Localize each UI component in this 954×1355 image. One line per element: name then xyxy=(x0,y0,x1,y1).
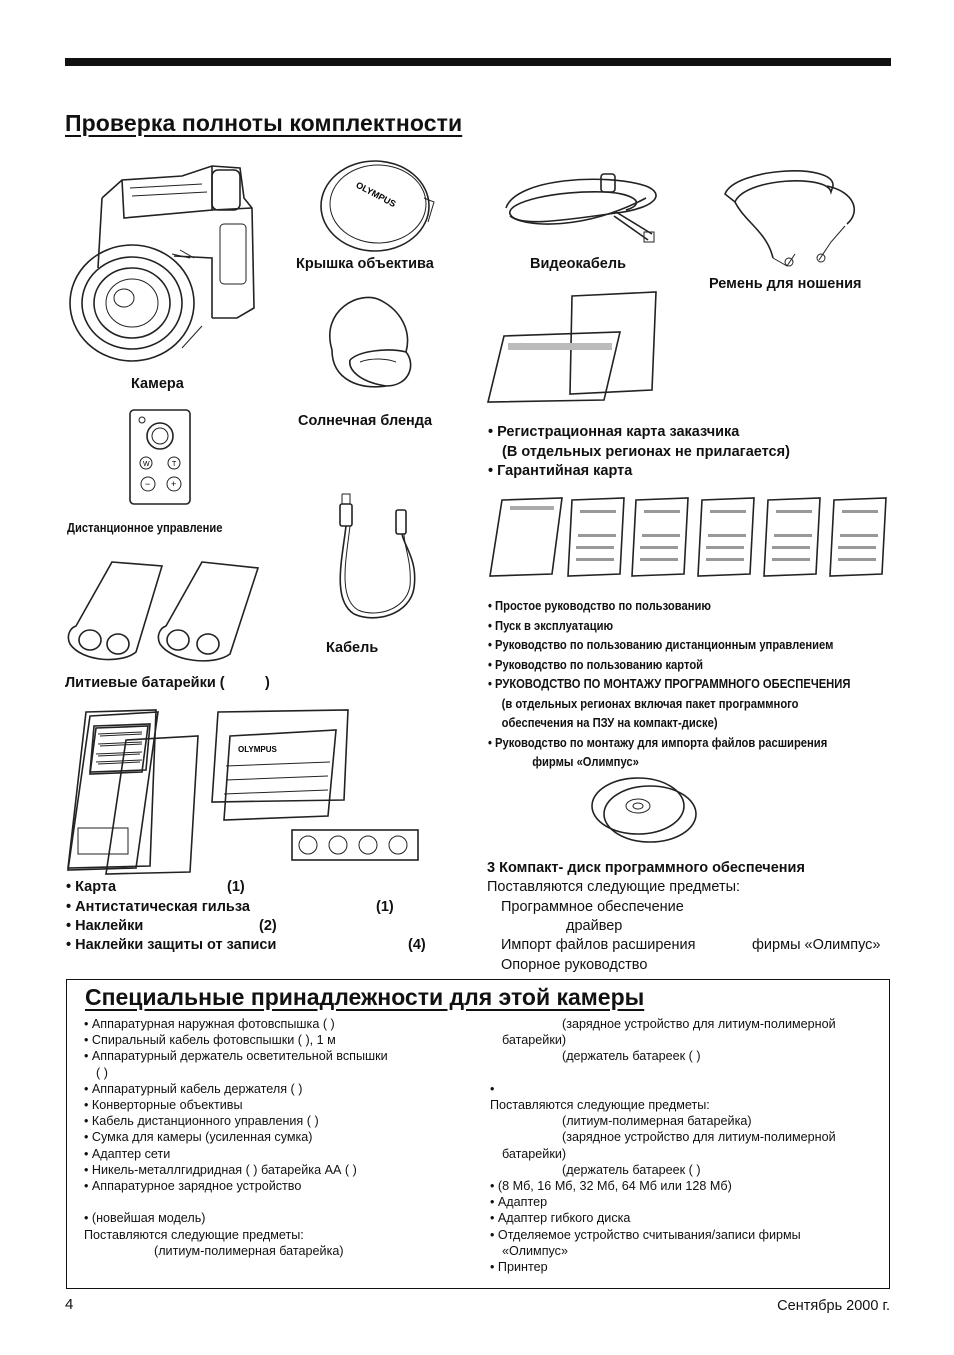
accessories-title: Специальные принадлежности для этой камеры xyxy=(85,984,645,1010)
accessory-spacer xyxy=(84,1194,388,1210)
svg-text:+: + xyxy=(171,479,177,489)
accessory-item: Поставляются следующие предметы: xyxy=(490,1098,710,1112)
accessory-item: • xyxy=(490,1081,495,1096)
camera-caption: Камера xyxy=(131,376,184,392)
accessory-item: • Аппаратурный держатель осветительной вспышки xyxy=(84,1049,388,1064)
cap-brand: OLYMPUS xyxy=(354,179,398,210)
registration-item-3: • Гарантийная карта xyxy=(488,463,633,479)
accessory-spacer xyxy=(490,1065,836,1081)
camera-illustration xyxy=(62,158,272,363)
manual-item: (в отдельных регионах включая пакет программного xyxy=(501,695,799,711)
manual-item: • Руководство по монтажу для импорта файлов расширения xyxy=(488,734,828,750)
cd-import: Импорт файлов расширения xyxy=(501,937,696,953)
accessory-item: • Конверторные объективы xyxy=(84,1098,243,1113)
card-item-qty: (1) xyxy=(376,899,394,915)
card-brand: OLYMPUS xyxy=(238,745,277,754)
accessory-item: (литиум-полимерная батарейка) xyxy=(154,1243,344,1258)
accessories-right-list xyxy=(490,1016,836,1275)
manual-item: • Пуск в эксплуатацию xyxy=(488,617,614,633)
lens-cap-caption: Крышка объектива xyxy=(296,256,434,272)
accessory-item: (зарядное устройство для литиум-полимерной xyxy=(562,1017,836,1031)
cd-driver: драйвер xyxy=(566,918,623,934)
accessory-item: (зарядное устройство для литиум-полимерной xyxy=(562,1130,836,1145)
accessory-item: ( ) xyxy=(96,1065,108,1080)
accessory-item: • Адаптер гибкого диска xyxy=(490,1211,631,1226)
page-title: Проверка полноты комплектности xyxy=(65,110,463,136)
remote-illustration xyxy=(128,408,192,506)
cd-import-brand: фирмы «Олимпус» xyxy=(752,937,881,953)
card-item-qty: (2) xyxy=(259,918,277,934)
manual-sheet xyxy=(568,498,624,576)
accessory-item: • Аппаратурное зарядное устройство xyxy=(84,1179,302,1194)
manuals-illustration xyxy=(486,496,890,580)
cd-illustration xyxy=(588,776,700,844)
strap-illustration xyxy=(715,162,865,274)
accessory-item: • Принтер xyxy=(490,1260,548,1275)
cd-section-title: 3 Компакт- диск программного обеспечения xyxy=(487,860,805,876)
batteries-caption-end: ) xyxy=(265,675,270,691)
card-item-label: • Наклейки защиты от записи xyxy=(66,937,277,953)
svg-text:W: W xyxy=(143,461,150,468)
accessory-item: Поставляются следующие предметы: xyxy=(84,1227,304,1242)
top-rule xyxy=(65,58,891,66)
accessory-item: • Аппаратурный кабель держателя ( ) xyxy=(84,1081,303,1096)
batteries-caption: Литиевые батарейки ( xyxy=(65,675,225,691)
accessory-item: • Сумка для камеры (усиленная сумка) xyxy=(84,1130,313,1145)
cable-caption: Кабель xyxy=(326,640,379,656)
manual-item: • Руководство по пользованию дистанционным управлением xyxy=(488,637,834,652)
lens-cap-illustration xyxy=(312,158,442,258)
video-cable-caption: Видеокабель xyxy=(530,256,626,272)
accessory-item: батарейки) xyxy=(502,1146,567,1161)
svg-text:T: T xyxy=(172,461,177,468)
accessory-item: • Аппаратурная наружная фотовспышка ( ) xyxy=(84,1017,335,1031)
accessory-item: • Спиральный кабель фотовспышки ( ), 1 м xyxy=(84,1033,336,1048)
card-item-qty: (1) xyxy=(227,879,245,895)
page-number: 4 xyxy=(65,1296,74,1313)
remote-caption: Дистанционное управление xyxy=(67,520,223,535)
cd-reference: Опорное руководство xyxy=(501,957,648,973)
accessory-item: (литиум-полимерная батарейка) xyxy=(562,1114,752,1129)
accessory-item: (держатель батареек ( ) xyxy=(562,1049,701,1064)
strap-caption: Ремень для ношения xyxy=(709,276,862,292)
accessory-item: • Отделяемое устройство считывания/записи фирмы xyxy=(490,1227,801,1242)
cd-supplied: Поставляются следующие предметы: xyxy=(487,879,741,895)
hood-caption: Солнечная бленда xyxy=(298,413,433,429)
card-item-label: • Наклейки xyxy=(66,918,144,934)
accessory-item: • (новейшая модель) xyxy=(84,1211,206,1226)
manual-item: обеспечения на ПЗУ на компакт-диске) xyxy=(501,715,718,730)
accessory-item: • Кабель дистанционного управления ( ) xyxy=(84,1114,319,1129)
manual-item: фирмы «Олимпус» xyxy=(532,754,639,769)
manuals-list xyxy=(488,596,850,772)
card-item-label: • Антистатическая гильза xyxy=(66,899,250,915)
accessory-item: батарейки) xyxy=(502,1033,567,1048)
registration-cards-illustration xyxy=(486,290,658,404)
accessories-left-list xyxy=(84,1016,388,1259)
registration-item-2: (В отдельных регионах не прилагается) xyxy=(502,444,790,460)
manual-item: • РУКОВОДСТВО ПО МОНТАЖУ ПРОГРАММНОГО ОБЕСПЕЧЕНИЯ xyxy=(488,676,851,691)
hood-illustration xyxy=(320,290,428,398)
manual-item: • Руководство по пользованию картой xyxy=(488,656,704,672)
registration-item-1: • Регистрационная карта заказчика xyxy=(488,424,740,440)
manual-item: • Простое руководство по пользованию xyxy=(488,598,711,613)
accessory-item: (держатель батареек ( ) xyxy=(562,1162,701,1177)
accessory-item: • Адаптер сети xyxy=(84,1146,171,1161)
accessory-item: • (8 Мб, 16 Мб, 32 Мб, 64 Мб или 128 Мб) xyxy=(490,1179,732,1194)
batteries-illustration xyxy=(62,556,266,668)
card-item-label: • Карта xyxy=(66,879,117,895)
accessory-item: • Никель-металлгидридная ( ) батарейка АА ( ) xyxy=(84,1162,357,1177)
cd-software: Программное обеспечение xyxy=(501,899,684,915)
usb-cable-illustration xyxy=(324,490,436,624)
video-cable-illustration xyxy=(496,168,672,248)
accessory-item: • Адаптер xyxy=(490,1195,548,1210)
accessory-item: «Олимпус» xyxy=(502,1243,568,1258)
publication-date: Сентябрь 2000 г. xyxy=(777,1298,890,1314)
svg-text:−: − xyxy=(145,479,151,489)
card-set-illustration xyxy=(66,706,420,878)
card-item-qty: (4) xyxy=(408,937,426,953)
